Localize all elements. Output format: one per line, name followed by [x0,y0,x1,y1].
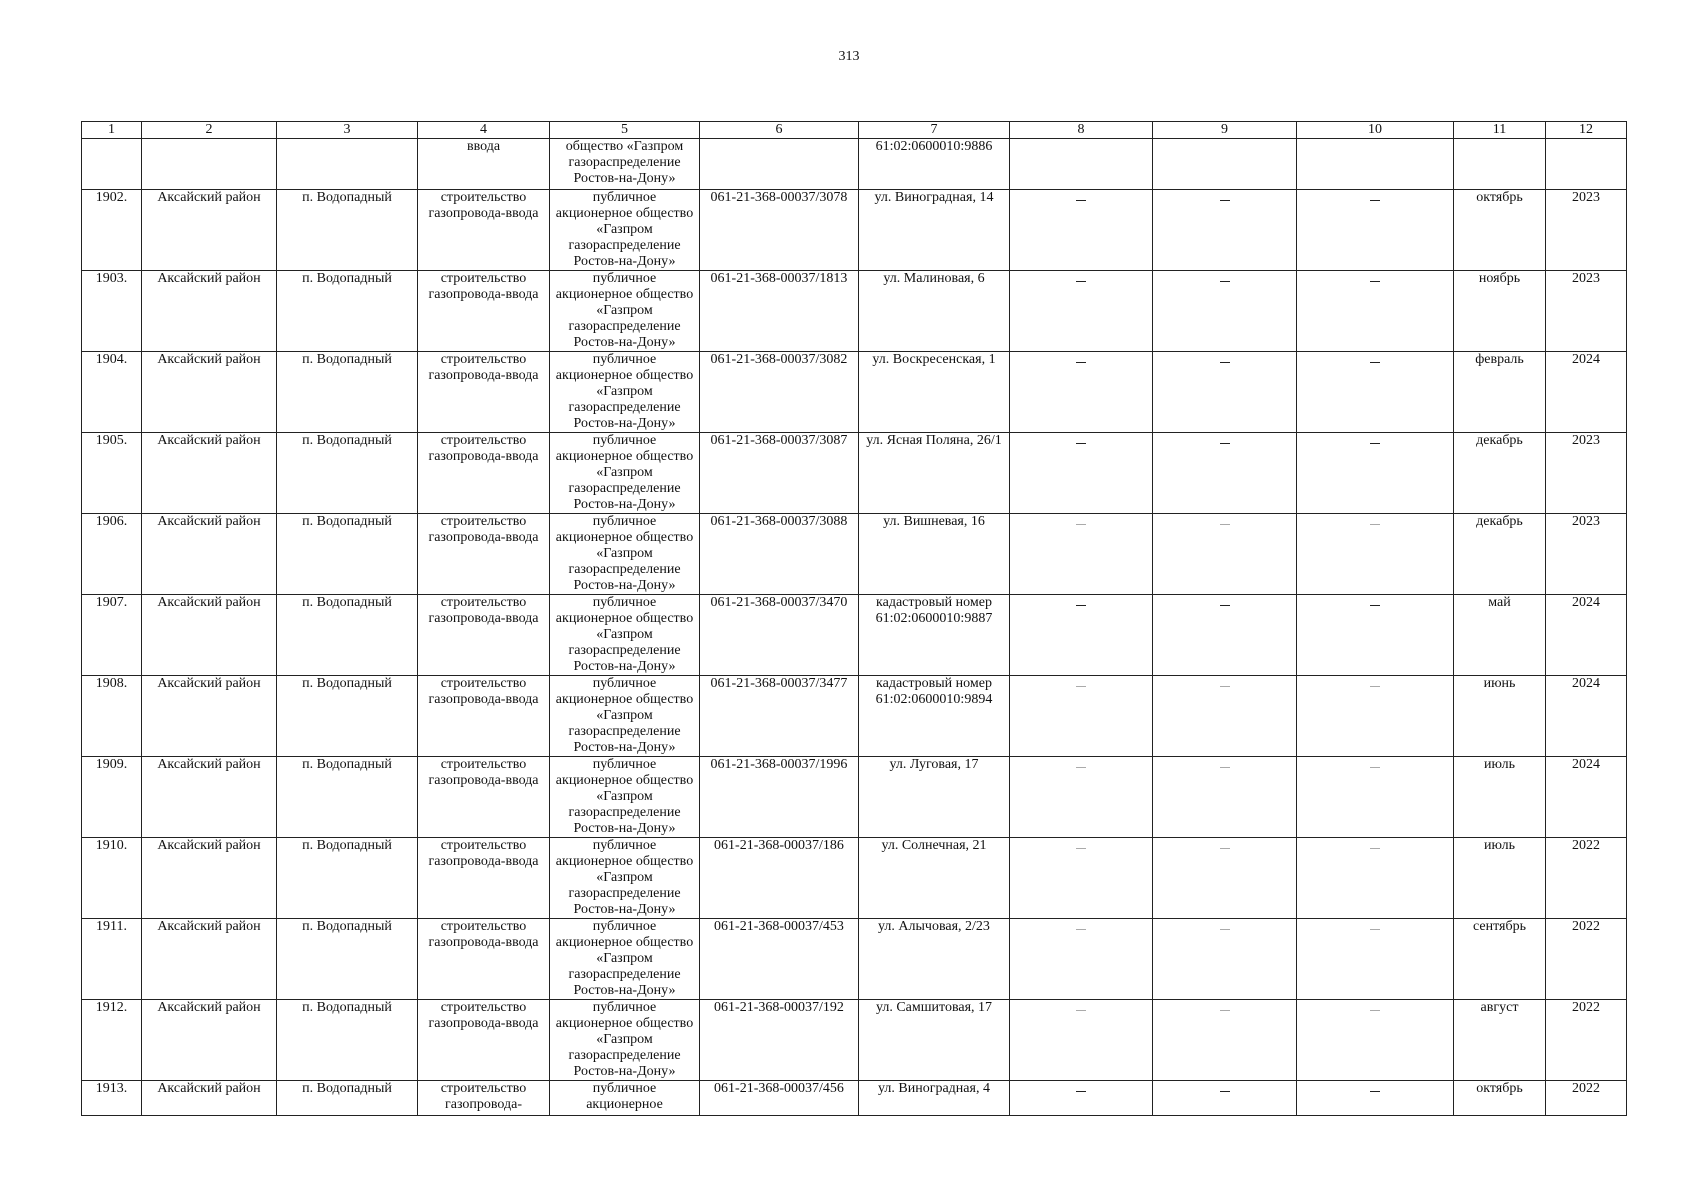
column-header: 6 [700,122,859,139]
dash-mark [1076,443,1086,444]
dash-mark [1220,362,1230,363]
cell-col10 [1297,433,1454,514]
dash-mark [1220,848,1230,849]
cell-month: июль [1454,757,1546,838]
cell-org: публичное акционерное общество «Газпром газораспределение Ростов-на-Дону» [550,757,700,838]
cell-address: кадастровый номер 61:02:0600010:9894 [859,676,1010,757]
cell-district: Аксайский район [142,271,277,352]
cell-org: публичное акционерное общество «Газпром газораспределение Ростов-на-Дону» [550,190,700,271]
cell-col10 [1297,676,1454,757]
cell-work: строительство газопровода-ввода [418,190,550,271]
cell-org: публичное акционерное общество «Газпром газораспределение Ростов-на-Дону» [550,271,700,352]
cell-work: строительство газопровода-ввода [418,676,550,757]
cell-number: 1910. [82,838,142,919]
column-number-row [82,122,1627,139]
cell-code: 061-21-368-00037/3087 [700,433,859,514]
column-header: 7 [859,122,1010,139]
cell-year: 2022 [1546,838,1627,919]
cell-year: 2024 [1546,595,1627,676]
cell-col10 [1297,352,1454,433]
cell-number: 1909. [82,757,142,838]
dash-mark [1220,929,1230,930]
table-row [82,1000,1627,1081]
cell-code: 061-21-368-00037/3477 [700,676,859,757]
cell-address: ул. Луговая, 17 [859,757,1010,838]
cell-col9 [1153,1000,1297,1081]
column-header: 3 [277,122,418,139]
cell-address: ул. Алычовая, 2/23 [859,919,1010,1000]
cell-month: май [1454,595,1546,676]
cell-code: 061-21-368-00037/186 [700,838,859,919]
cell-col9 [1153,190,1297,271]
cell-code: 061-21-368-00037/3470 [700,595,859,676]
cell-empty [1454,139,1546,190]
cell-address: ул. Солнечная, 21 [859,838,1010,919]
table-row [82,190,1627,271]
cell-empty [1297,139,1454,190]
cell-district: Аксайский район [142,595,277,676]
cell-year: 2023 [1546,433,1627,514]
cell-year: 2022 [1546,1000,1627,1081]
cell-month: июль [1454,838,1546,919]
cell-settlement: п. Водопадный [277,1081,418,1116]
cell-col10 [1297,190,1454,271]
cell-settlement: п. Водопадный [277,190,418,271]
cell-number: 1903. [82,271,142,352]
cell-district: Аксайский район [142,757,277,838]
column-header: 8 [1010,122,1153,139]
cell-work: ввода [418,139,550,190]
cell-col9 [1153,352,1297,433]
table-row [82,919,1627,1000]
cell-code: 061-21-368-00037/3082 [700,352,859,433]
cell-col9 [1153,433,1297,514]
cell-col8 [1010,1081,1153,1116]
table-row [82,595,1627,676]
dash-mark [1076,929,1086,930]
table-row [82,352,1627,433]
cell-col8 [1010,1000,1153,1081]
cell-col9 [1153,757,1297,838]
cell-number: 1902. [82,190,142,271]
cell-work: строительство газопровода-ввода [418,1000,550,1081]
table-row [82,676,1627,757]
cell-address: кадастровый номер 61:02:0600010:9887 [859,595,1010,676]
dash-mark [1076,1010,1086,1011]
cell-col8 [1010,919,1153,1000]
cell-settlement: п. Водопадный [277,676,418,757]
cell-col10 [1297,919,1454,1000]
cell-code: 061-21-368-00037/3088 [700,514,859,595]
cell-district: Аксайский район [142,514,277,595]
dash-mark [1076,281,1086,282]
data-table [81,121,1627,1116]
column-header: 1 [82,122,142,139]
cell-work: строительство газопровода- [418,1081,550,1116]
cell-address: ул. Виноградная, 14 [859,190,1010,271]
cell-district: Аксайский район [142,1000,277,1081]
cell-col8 [1010,514,1153,595]
cell-empty [1153,139,1297,190]
continued-row [82,139,1627,190]
cell-number: 1906. [82,514,142,595]
cell-work: строительство газопровода-ввода [418,919,550,1000]
cell-col10 [1297,514,1454,595]
cell-org: общество «Газпром газораспределение Ростов-на-Дону» [550,139,700,190]
cell-col10 [1297,271,1454,352]
table-row [82,271,1627,352]
dash-mark [1220,605,1230,606]
cell-col9 [1153,676,1297,757]
cell-empty [1010,139,1153,190]
cell-settlement: п. Водопадный [277,595,418,676]
dash-mark [1076,605,1086,606]
cell-number: 1905. [82,433,142,514]
page-number: 313 [838,49,860,64]
cell-address: ул. Вишневая, 16 [859,514,1010,595]
dash-mark [1370,362,1380,363]
cell-col10 [1297,838,1454,919]
cell-col10 [1297,757,1454,838]
dash-mark [1076,524,1086,525]
cell-work: строительство газопровода-ввода [418,514,550,595]
cell-month: ноябрь [1454,271,1546,352]
cell-address: ул. Самшитовая, 17 [859,1000,1010,1081]
cell-number: 1913. [82,1081,142,1116]
cell-settlement: п. Водопадный [277,1000,418,1081]
cell-work: строительство газопровода-ввода [418,595,550,676]
cell-district: Аксайский район [142,1081,277,1116]
cell-address: ул. Ясная Поляна, 26/1 [859,433,1010,514]
cell-col9 [1153,271,1297,352]
cell-number: 1912. [82,1000,142,1081]
cell-code: 061-21-368-00037/456 [700,1081,859,1116]
dash-mark [1370,200,1380,201]
cell-month: август [1454,1000,1546,1081]
cell-col9 [1153,919,1297,1000]
cell-number: 1904. [82,352,142,433]
cell-address: ул. Воскресенская, 1 [859,352,1010,433]
dash-mark [1076,200,1086,201]
cell-col9 [1153,595,1297,676]
cell-col8 [1010,757,1153,838]
cell-address: ул. Виноградная, 4 [859,1081,1010,1116]
column-header: 2 [142,122,277,139]
dash-mark [1370,1010,1380,1011]
cell-district: Аксайский район [142,433,277,514]
cell-work: строительство газопровода-ввода [418,352,550,433]
cell-district: Аксайский район [142,676,277,757]
table-row [82,1081,1627,1116]
cell-org: публичное акционерное общество «Газпром газораспределение Ростов-на-Дону» [550,838,700,919]
cell-code: 061-21-368-00037/453 [700,919,859,1000]
cell-col9 [1153,514,1297,595]
cell-month: сентябрь [1454,919,1546,1000]
dash-mark [1076,848,1086,849]
cell-org: публичное акционерное общество «Газпром газораспределение Ростов-на-Дону» [550,919,700,1000]
cell-col10 [1297,1081,1454,1116]
column-header: 4 [418,122,550,139]
cell-year: 2022 [1546,919,1627,1000]
cell-code: 061-21-368-00037/1996 [700,757,859,838]
cell-empty [142,139,277,190]
dash-mark [1220,200,1230,201]
column-header: 5 [550,122,700,139]
cell-col9 [1153,1081,1297,1116]
cell-work: строительство газопровода-ввода [418,271,550,352]
cell-org: публичное акционерное общество «Газпром газораспределение Ростов-на-Дону» [550,352,700,433]
dash-mark [1370,686,1380,687]
cell-address: 61:02:0600010:9886 [859,139,1010,190]
dash-mark [1370,524,1380,525]
cell-number: 1908. [82,676,142,757]
cell-col8 [1010,676,1153,757]
cell-org: публичное акционерное [550,1081,700,1116]
cell-code: 061-21-368-00037/1813 [700,271,859,352]
cell-col10 [1297,595,1454,676]
cell-year: 2024 [1546,757,1627,838]
cell-month: февраль [1454,352,1546,433]
dash-mark [1076,362,1086,363]
cell-col8 [1010,433,1153,514]
dash-mark [1220,767,1230,768]
cell-empty [700,139,859,190]
cell-district: Аксайский район [142,190,277,271]
table-row [82,838,1627,919]
dash-mark [1220,281,1230,282]
cell-code: 061-21-368-00037/192 [700,1000,859,1081]
cell-col8 [1010,595,1153,676]
cell-col8 [1010,190,1153,271]
cell-col8 [1010,352,1153,433]
dash-mark [1370,443,1380,444]
cell-year: 2023 [1546,514,1627,595]
cell-number: 1907. [82,595,142,676]
cell-col9 [1153,838,1297,919]
table-row [82,757,1627,838]
dash-mark [1076,1091,1086,1092]
table-row [82,514,1627,595]
cell-col8 [1010,838,1153,919]
cell-number: 1911. [82,919,142,1000]
cell-month: октябрь [1454,190,1546,271]
dash-mark [1076,767,1086,768]
cell-empty [82,139,142,190]
cell-org: публичное акционерное общество «Газпром газораспределение Ростов-на-Дону» [550,514,700,595]
cell-address: ул. Малиновая, 6 [859,271,1010,352]
dash-mark [1370,848,1380,849]
dash-mark [1220,1091,1230,1092]
dash-mark [1370,929,1380,930]
cell-work: строительство газопровода-ввода [418,838,550,919]
cell-district: Аксайский район [142,838,277,919]
column-header: 10 [1297,122,1454,139]
column-header: 12 [1546,122,1627,139]
dash-mark [1370,1091,1380,1092]
cell-org: публичное акционерное общество «Газпром газораспределение Ростов-на-Дону» [550,595,700,676]
cell-work: строительство газопровода-ввода [418,757,550,838]
table-row [82,433,1627,514]
dash-mark [1370,605,1380,606]
dash-mark [1220,524,1230,525]
cell-settlement: п. Водопадный [277,433,418,514]
cell-district: Аксайский район [142,352,277,433]
cell-year: 2024 [1546,676,1627,757]
cell-settlement: п. Водопадный [277,352,418,433]
column-header: 9 [1153,122,1297,139]
dash-mark [1370,281,1380,282]
cell-year: 2024 [1546,352,1627,433]
dash-mark [1220,686,1230,687]
cell-settlement: п. Водопадный [277,838,418,919]
cell-col8 [1010,271,1153,352]
cell-col10 [1297,1000,1454,1081]
cell-org: публичное акционерное общество «Газпром газораспределение Ростов-на-Дону» [550,676,700,757]
dash-mark [1076,686,1086,687]
cell-year: 2023 [1546,271,1627,352]
cell-year: 2023 [1546,190,1627,271]
cell-work: строительство газопровода-ввода [418,433,550,514]
cell-month: декабрь [1454,433,1546,514]
cell-settlement: п. Водопадный [277,757,418,838]
cell-org: публичное акционерное общество «Газпром газораспределение Ростов-на-Дону» [550,1000,700,1081]
dash-mark [1370,767,1380,768]
dash-mark [1220,443,1230,444]
cell-month: декабрь [1454,514,1546,595]
cell-month: октябрь [1454,1081,1546,1116]
cell-year: 2022 [1546,1081,1627,1116]
cell-settlement: п. Водопадный [277,919,418,1000]
column-header: 11 [1454,122,1546,139]
dash-mark [1220,1010,1230,1011]
cell-month: июнь [1454,676,1546,757]
cell-settlement: п. Водопадный [277,271,418,352]
cell-district: Аксайский район [142,919,277,1000]
cell-settlement: п. Водопадный [277,514,418,595]
cell-code: 061-21-368-00037/3078 [700,190,859,271]
cell-org: публичное акционерное общество «Газпром газораспределение Ростов-на-Дону» [550,433,700,514]
cell-empty [1546,139,1627,190]
cell-empty [277,139,418,190]
